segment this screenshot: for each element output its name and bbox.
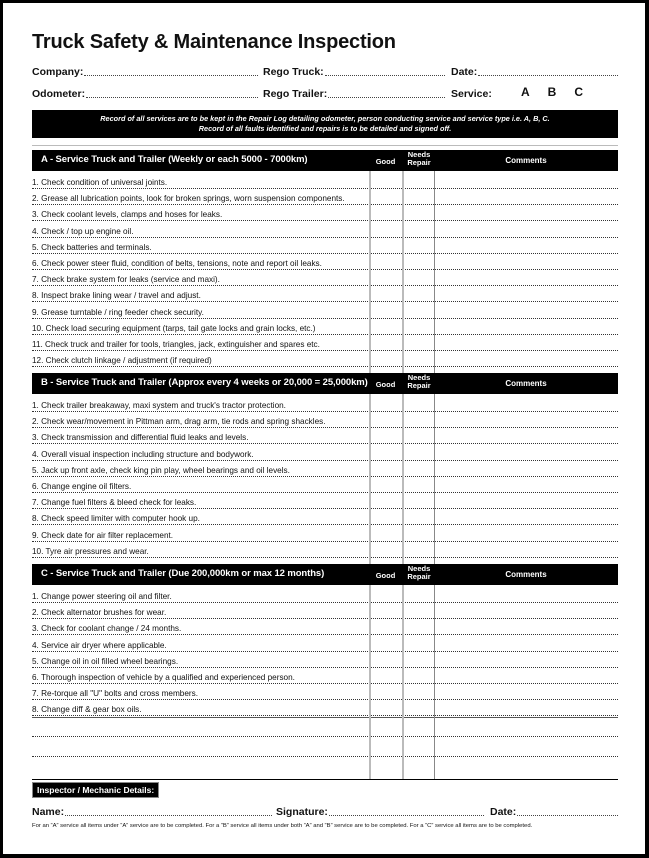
good-column-line (369, 585, 371, 779)
comments-column-line (434, 394, 435, 564)
rego-truck-field[interactable] (263, 66, 445, 78)
checklist-row[interactable] (32, 461, 618, 477)
section-b-header (32, 373, 618, 394)
inspector-name-input-line[interactable] (65, 806, 272, 816)
checklist-item-text: 10. Tyre air pressures and wear. (32, 546, 149, 556)
rego-trailer-input-line[interactable] (328, 88, 445, 98)
checklist-item-text: 10. Check load securing equipment (tarps, tail gate locks and grain locks, etc.) (32, 323, 316, 333)
checklist-row[interactable] (32, 303, 618, 319)
checklist-item-text: 7. Change fuel filters & bleed check for leaks. (32, 498, 197, 508)
notice-line-1: Record of all services are to be kept in the Repair Log detailing odometer, person conducting service and service type i.e. A, B, C. (100, 114, 550, 123)
checklist-row[interactable] (32, 542, 618, 558)
checklist-item-text: 4. Check / top up engine oil. (32, 226, 134, 236)
checklist-row[interactable] (32, 603, 618, 619)
checklist-item-text: 2. Check wear/movement in Pittman arm, drag arm, tie rods and spring shackles. (32, 417, 326, 427)
checklist-item-text: 1. Change power steering oil and filter. (32, 592, 172, 601)
section-title: A - Service Truck and Trailer (Weekly or each 5000 - 7000km) (41, 154, 308, 165)
column-header-good: Good (375, 571, 396, 580)
checklist-item-text: 9. Grease turntable / ring feeder check security. (32, 307, 204, 317)
checklist-item-text: 4. Service air dryer where applicable. (32, 640, 167, 650)
inspector-signature-input-line[interactable] (329, 806, 484, 816)
divider (32, 779, 618, 780)
checklist-item-text: 3. Check coolant levels, clamps and hoses for leaks. (32, 210, 223, 220)
inspector-heading: Inspector / Mechanic Details: (32, 782, 159, 798)
checklist-row[interactable] (32, 668, 618, 684)
needs-repair-column-line (402, 394, 404, 564)
checklist-row[interactable] (32, 526, 618, 542)
section-a-header (32, 150, 618, 171)
service-option-a[interactable]: A (521, 85, 530, 99)
checklist-row[interactable] (32, 477, 618, 493)
inspector-name-label: Name: (32, 806, 65, 818)
inspector-date-input-line[interactable] (517, 806, 618, 816)
odometer-label: Odometer: (32, 88, 86, 100)
checklist-row[interactable] (32, 619, 618, 635)
service-label: Service: (451, 88, 492, 100)
service-field (451, 88, 492, 100)
checklist-item-text: 3. Check transmission and differential fluid leaks and levels. (32, 433, 249, 443)
section-title: B - Service Truck and Trailer (Approx every 4 weeks or 20,000 = 25,000km) (41, 377, 368, 388)
checklist-item-text: 6. Thorough inspection of vehicle by a qualified and experienced person. (32, 673, 295, 682)
divider (32, 145, 618, 146)
odometer-field[interactable] (32, 88, 258, 100)
checklist-item-text: 12. Check clutch linkage / adjustment (if required) (32, 356, 212, 366)
good-column-line (369, 394, 371, 564)
checklist-row[interactable] (32, 509, 618, 525)
checklist-row[interactable] (32, 238, 618, 254)
checklist-row[interactable] (32, 428, 618, 444)
checklist-item-text: 1. Check condition of universal joints. (32, 178, 168, 187)
checklist-row[interactable] (32, 286, 618, 302)
rego-trailer-field[interactable] (263, 88, 445, 100)
comments-column-line (434, 585, 435, 779)
checklist-item-text: 6. Change engine oil filters. (32, 482, 132, 491)
section-title: C - Service Truck and Trailer (Due 200,000km or max 12 months) (41, 568, 325, 579)
checklist-row[interactable] (32, 319, 618, 335)
checklist-item-text: 2. Grease all lubrication points, look for broken springs, worn suspension components. (32, 194, 345, 204)
company-field[interactable] (32, 66, 258, 78)
inspector-name-field[interactable] (32, 806, 272, 818)
checklist-item-text: 5. Jack up front axle, check king pin play, wheel bearings and oil levels. (32, 465, 290, 475)
checklist-item-text: 4. Overall visual inspection including structure and bodywork. (32, 449, 254, 459)
column-header-needs-repair: Needs Repair (407, 564, 431, 581)
service-type-options (521, 85, 583, 99)
date-field[interactable] (451, 66, 618, 78)
checklist-item-text: 8. Inspect brake lining wear / travel and adjust. (32, 291, 201, 301)
column-header-needs-repair: Needs Repair (407, 150, 431, 167)
checklist-row[interactable] (32, 254, 618, 270)
column-header-comments: Comments (505, 570, 547, 579)
checklist-row[interactable] (32, 173, 618, 189)
checklist-item-text: 11. Check truck and trailer for tools, triangles, jack, extinguisher and spares etc. (32, 340, 320, 349)
company-input-line[interactable] (84, 66, 258, 76)
checklist-row[interactable] (32, 335, 618, 351)
divider (32, 717, 618, 718)
checklist-row[interactable] (32, 412, 618, 428)
date-input-line[interactable] (478, 66, 618, 76)
checklist-item-text: 8. Change diff & gear box oils. (32, 705, 142, 715)
checklist-row[interactable] (32, 189, 618, 205)
rego-truck-input-line[interactable] (325, 66, 445, 76)
document-title: Truck Safety & Maintenance Inspection (32, 31, 396, 53)
needs-repair-column-line (402, 585, 404, 779)
checklist-row[interactable] (32, 396, 618, 412)
checklist-row[interactable] (32, 587, 618, 603)
column-header-comments: Comments (505, 156, 547, 165)
checklist-row[interactable] (32, 270, 618, 286)
section-c-header (32, 564, 618, 585)
checklist-item-text: 7. Re-torque all "U" bolts and cross members. (32, 689, 198, 699)
column-header-comments: Comments (505, 379, 547, 388)
checklist-item-text: 3. Check for coolant change / 24 months. (32, 624, 182, 634)
odometer-input-line[interactable] (86, 88, 258, 98)
rego-trailer-label: Rego Trailer: (263, 88, 328, 100)
inspector-signature-field[interactable] (276, 806, 484, 818)
checklist-item-text: 1. Check trailer breakaway, maxi system and truck's tractor protection. (32, 401, 286, 410)
checklist-row[interactable] (32, 445, 618, 461)
notice-line-2: Record of all faults identified and repairs is to be detailed and signed off. (198, 124, 452, 133)
checklist-item-text: 9. Check date for air filter replacement. (32, 530, 174, 540)
checklist-item-text: 2. Check alternator brushes for wear. (32, 608, 167, 618)
checklist-row[interactable] (32, 222, 618, 238)
checklist-row[interactable] (32, 205, 618, 221)
checklist-item-text: 6. Check power steer fluid, condition of belts, tensions, note and report oil leaks. (32, 259, 322, 268)
checklist-row[interactable] (32, 351, 618, 367)
checklist-item-text: 5. Change oil in oil filled wheel bearings. (32, 656, 179, 666)
good-column-line (369, 171, 371, 373)
inspector-date-field[interactable] (490, 806, 618, 818)
checklist-row[interactable] (32, 652, 618, 668)
checklist-row[interactable] (32, 636, 618, 652)
blank-entry-row[interactable] (32, 739, 618, 757)
checklist-row[interactable] (32, 684, 618, 700)
company-label: Company: (32, 66, 84, 78)
column-header-good: Good (375, 380, 396, 389)
rego-truck-label: Rego Truck: (263, 66, 324, 78)
notice-banner (32, 110, 618, 138)
column-header-needs-repair: Needs Repair (407, 373, 431, 390)
service-option-b[interactable]: B (547, 85, 557, 99)
needs-repair-column-line (402, 171, 404, 373)
blank-entry-row[interactable] (32, 719, 618, 737)
inspector-date-label: Date: (490, 806, 517, 818)
service-option-c[interactable]: C (574, 85, 584, 99)
checklist-row[interactable] (32, 700, 618, 716)
comments-column-line (434, 171, 435, 373)
date-label: Date: (451, 66, 478, 78)
footnote: For an “A” service all items under “A” service are to be completed. For a “B” service all items under both “A” and “B” service are to be completed. For a “C” service all items are to be completed. (32, 823, 533, 829)
checklist-item-text: 5. Check batteries and terminals. (32, 242, 152, 252)
checklist-row[interactable] (32, 493, 618, 509)
checklist-item-text: 8. Check speed limiter with computer hook up. (32, 514, 200, 524)
inspector-signature-label: Signature: (276, 806, 328, 818)
column-header-good: Good (375, 157, 396, 166)
checklist-item-text: 7. Check brake system for leaks (service and maxi). (32, 275, 220, 285)
